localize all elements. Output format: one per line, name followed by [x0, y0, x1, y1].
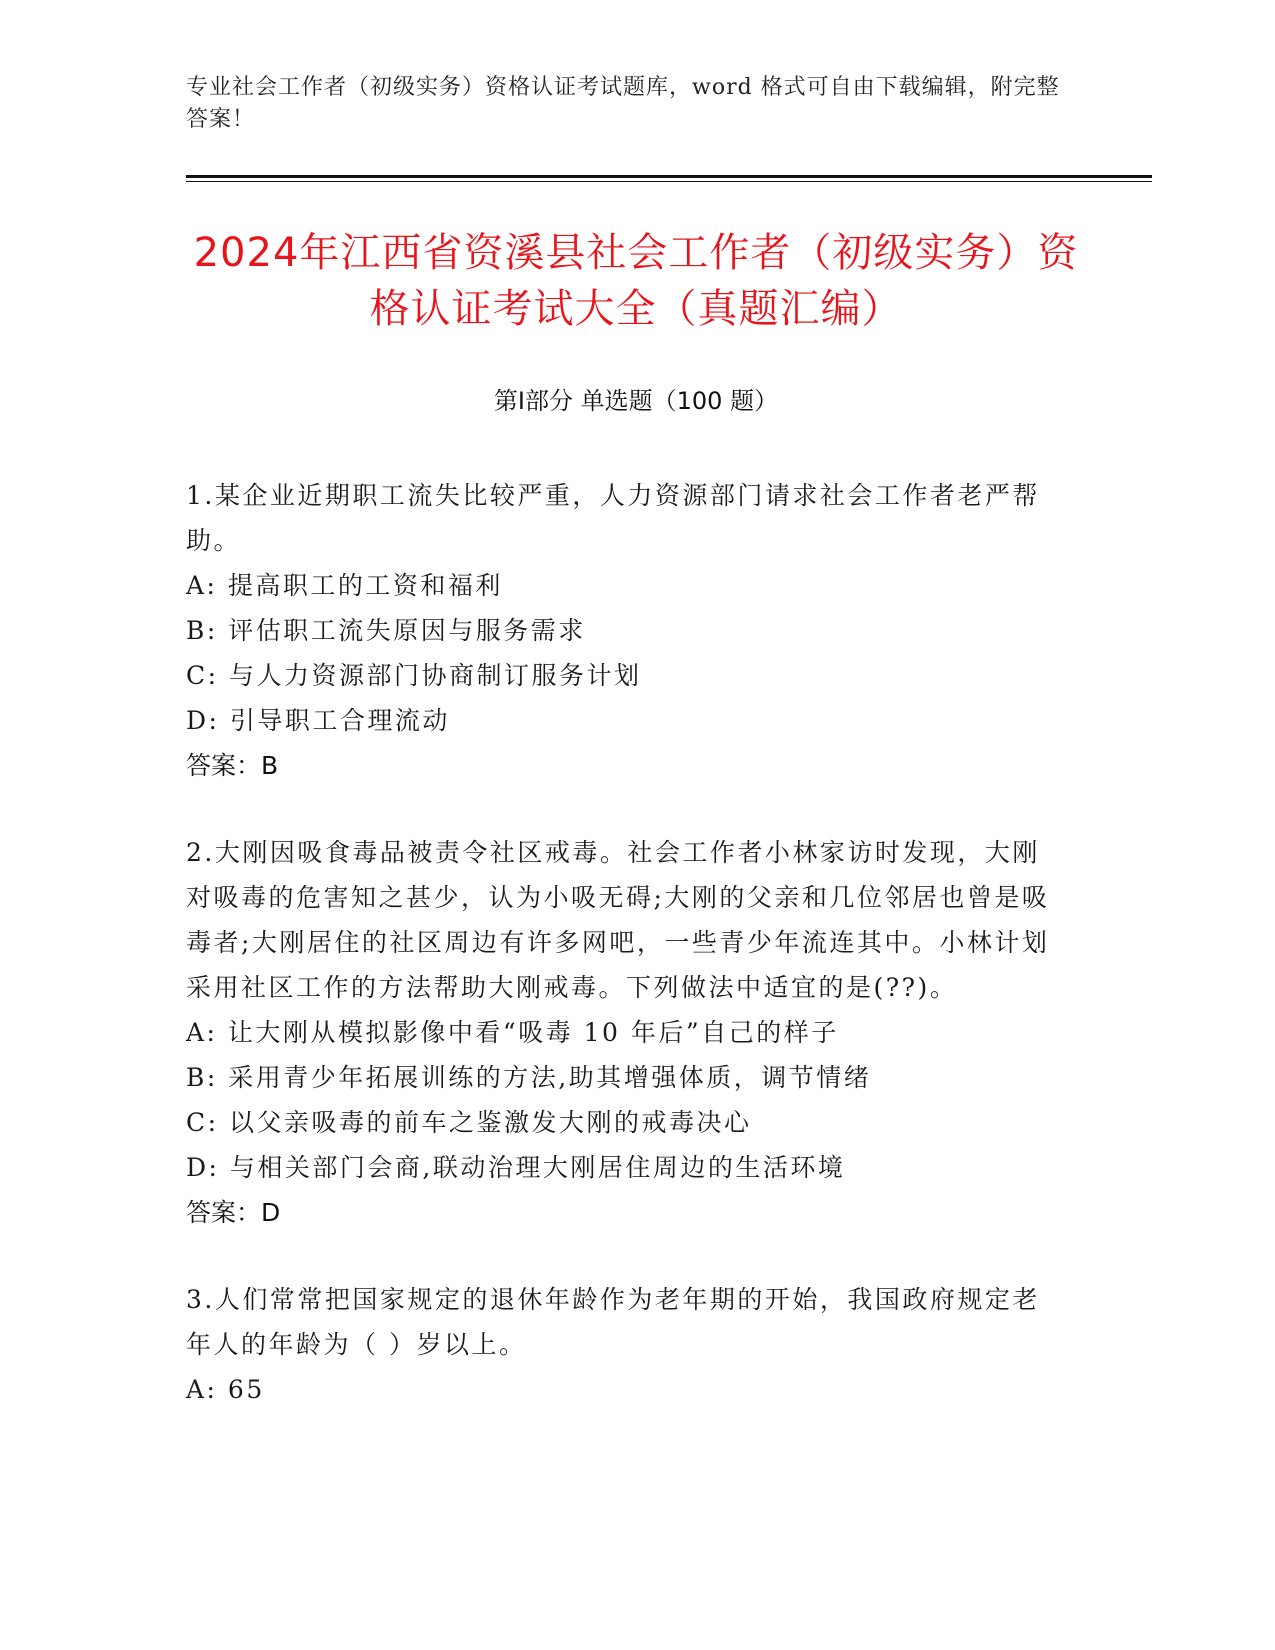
question-stem: 3.人们常常把国家规定的退休年龄作为老年期的开始，我国政府规定老年人的年龄为（ ）岁以上。	[186, 1285, 1040, 1359]
header-divider-thick	[186, 175, 1152, 178]
question-stem: 1.某企业近期职工流失比较严重，人力资源部门请求社会工作者老严帮助。	[186, 481, 1040, 555]
option-c: C: 与人力资源部门协商制订服务计划	[186, 661, 642, 690]
question-list	[186, 473, 1066, 1454]
option-c: C: 以父亲吸毒的前车之鉴激发大刚的戒毒决心	[186, 1108, 752, 1137]
option-d: D: 引导职工合理流动	[186, 706, 450, 735]
option-b: B: 采用青少年拓展训练的方法,助其增强体质，调节情绪	[186, 1063, 872, 1092]
header-divider-thin	[186, 181, 1152, 182]
answer-label: 答案：D	[186, 1198, 281, 1227]
option-d: D: 与相关部门会商,联动治理大刚居住周边的生活环境	[186, 1153, 846, 1182]
option-a: A: 让大刚从模拟影像中看“吸毒 10 年后”自己的样子	[186, 1018, 839, 1047]
header-note: 专业社会工作者（初级实务）资格认证考试题库，word 格式可自由下载编辑，附完整答案！	[186, 75, 1060, 132]
answer-label: 答案：B	[186, 751, 279, 780]
option-b: B: 评估职工流失原因与服务需求	[186, 616, 586, 645]
question-item	[186, 1277, 1066, 1412]
question-stem: 2.大刚因吸食毒品被责令社区戒毒。社会工作者小林家访时发现，大刚对吸毒的危害知之甚少，认为小吸无碍;大刚的父亲和几位邻居也曾是吸毒者;大刚居住的社区周边有许多网吧，一些青少年流连其中。小林计划采用社区工作的方法帮助大刚戒毒。下列做法中适宜的是(??)。	[186, 838, 1050, 1002]
option-a: A: 提高职工的工资和福利	[186, 571, 503, 600]
section-heading: 第Ⅰ部分 单选题（100 题）	[493, 387, 779, 415]
question-item	[186, 830, 1066, 1235]
document-title: 2024年江西省资溪县社会工作者（初级实务）资格认证考试大全（真题汇编）	[193, 230, 1079, 332]
option-a: A: 65	[186, 1375, 265, 1404]
question-item	[186, 473, 1066, 788]
